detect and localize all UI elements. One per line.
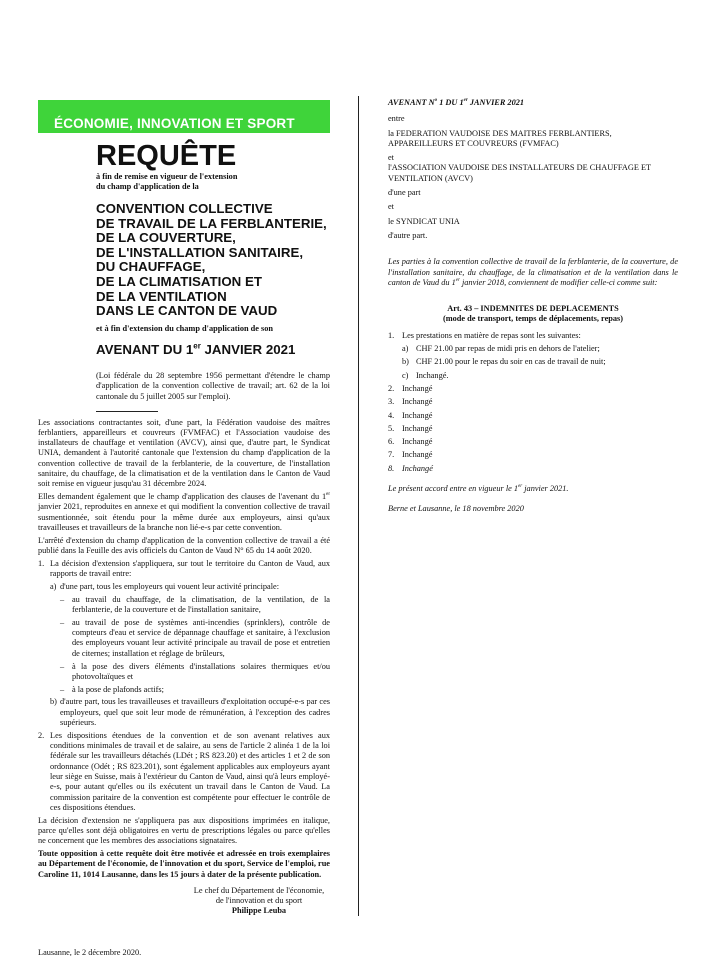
banner-text: ÉCONOMIE, INNOVATION ET SPORT (54, 116, 295, 131)
list-item: 8. Inchangé (388, 463, 433, 473)
place-date-line: Berne et Lausanne, le 18 novembre 2020 (388, 504, 524, 514)
list-item: 5. Inchangé (388, 423, 433, 433)
left-column (38, 100, 330, 956)
convention-title (96, 202, 330, 319)
convention-line: DE LA CLIMATISATION ET (96, 273, 262, 289)
signatory-name: Philippe Leuba (231, 906, 287, 915)
paragraph-arrete: L'arrêté d'extension du champ d'application de la convention collective de travail a été publié dans la Feuille des avis officiels du Canton de Vaud N° 65 du 14 août 2020. (38, 535, 330, 556)
paragraph-avenant: Elles demandent également que le champ d'application des clauses de l'avenant du 1er janvier 2021, reproduites en annexe et qui modifient la convention collective de travail susmentionnée, soit étendu pour la même durée aux employeurs, ainsi qu'aux travailleuses et travailleurs de la branche non lié-e-s par cette convention. (38, 492, 330, 532)
convention-line: DU CHAUFFAGE, (96, 259, 206, 275)
sub-item: b) CHF 21.00 pour le repas du soir en cas de travail de nuit; (402, 357, 606, 367)
sub-item: c) Inchangé. (402, 370, 449, 380)
convention-line: DE LA VENTILATION (96, 288, 227, 304)
convention-line: DANS LE CANTON DE VAUD (96, 303, 278, 319)
signature-block (188, 886, 330, 916)
list-item: 2. Inchangé (388, 383, 433, 393)
article-title: Art. 43 – INDEMNITES DE DEPLACEMENTS (447, 304, 619, 314)
article-subtitle: (mode de transport, temps de déplacements, repas) (442, 314, 624, 324)
paragraph-opposition: Toute opposition à cette requête doit être motivée et adressée en trois exemplaires au Département de l'économie, de l'innovation et du sport, Service de l'emploi, rue Caroline 11, 1014 Lausanne, dans les 15 jours à dater de la présente publication. (38, 849, 330, 879)
department-banner (38, 100, 330, 133)
intro-line-1: à fin de remise en vigueur de l'extension (96, 172, 238, 181)
dash-item: – à la pose de plafonds actifs; (60, 684, 164, 694)
list-item: 4. Inchangé (388, 410, 433, 420)
right-column (388, 98, 678, 519)
list-item-1a: a) d'une part, tous les employeurs qui vouent leur activité principale: (50, 581, 279, 591)
convention-line: DE LA COUVERTURE, (96, 230, 236, 246)
party-avcv: l'ASSOCIATION VAUDOISE DES INSTALLATEURS DE CHAUFFAGE ET VENTILATION (AVCV) (388, 163, 651, 183)
signature-line: de l'innovation et du sport (215, 896, 303, 905)
list-item: 6. Inchangé (388, 437, 433, 447)
party-unia: le SYNDICAT UNIA (388, 216, 460, 226)
convention-line: DE L'INSTALLATION SANITAIRE, (96, 244, 304, 260)
party-fvmfac: la FEDERATION VAUDOISE DES MAITRES FERBLANTIERS, APPAREILLEURS ET COUVREURS (FVMFAC) (388, 128, 612, 148)
intro-line-2: du champ d'application de la (96, 182, 199, 191)
legal-reference: (Loi fédérale du 28 septembre 1956 permettant d'étendre le champ d'application de la convention collective de travail; art. 62 de la loi cantonale du 5 juillet 2005 sur l'emploi). (96, 370, 330, 401)
list-item-1: 1. Les prestations en matière de repas sont les suivantes: (388, 330, 581, 340)
dune-part: d'une part (388, 188, 421, 198)
dash-item: – au travail de pose de systèmes anti-incendies (sprinklers), contrôle de compteurs d'eau et service de dépannage chauffage et sanitaire, à l'exclusion des employeurs vouant leur activité principale au travail de pose et entretien de citernes; installation et réglage de brûleurs, (60, 617, 330, 658)
sub-item: a) CHF 21.00 par repas de midi pris en dehors de l'atelier; (402, 344, 600, 354)
et-line: et (388, 202, 394, 212)
request-header (96, 140, 330, 412)
list-item-1: 1. La décision d'extension s'appliquera, sur tout le territoire du Canton de Vaud, aux rapports de travail entre: (38, 558, 330, 579)
extension-line: et à fin d'extension du champ d'application de son (96, 323, 274, 333)
list-item: 7. Inchangé (388, 450, 433, 460)
request-body (38, 418, 330, 880)
list-item: 3. Inchangé (388, 397, 433, 407)
et-line: et (388, 153, 394, 163)
avenant-heading: AVENANT $N^o$ 1 DU 1er JANVIER 2021 (388, 98, 525, 107)
dautre-part: d'autre part. (388, 230, 428, 240)
separator-rule (96, 411, 158, 412)
parties-paragraph: Les parties à la convention collective de travail de la ferblanterie, de la couverture, de l'installation sanitaire, du chauffage, de la climatisation et de la ventilation dans le canton de Vaud du 1er janvier 2018, conviennent de modifier celle-ci comme suit: (388, 257, 678, 287)
column-divider (358, 96, 359, 916)
list-item-2: 2. Les dispositions étendues de la convention et de son avenant relatives aux conditions minimales de travail et de salaire, au sens de l'article 2 alinéa 1 de la loi fédérale sur les travailleurs détachés (LDét ; RS 823.20) et des articles 1 et 2 de son ordonnance (Odét ; RS 823.201), sont également applicables aux employeurs ayant leur siège en Suisse, mais à l'extérieur du Canton de Vaud, ainsi qu'à leurs employé-e-s, pour autant qu'elles ou ils exécutent un travail dans le Canton de Vaud. La commission paritaire de la convention est compétente pour effectuer le contrôle de ces dispositions étendues. (38, 730, 330, 812)
list-item-1b: b) d'autre part, tous les travailleuses et travailleurs d'exploitation occupé-e-s par ces employeurs, quel que soit leur mode de rémunération, à l'exception des cadres supérieurs. (50, 697, 330, 728)
vigueur-line: Le présent accord entre en vigueur le 1er janvier 2021. (388, 484, 569, 494)
paragraph-associations: Les associations contractantes soit, d'une part, la Fédération vaudoise des maîtres ferblantiers, appareilleurs et couvreurs (FVMFAC) et l'Association vaudoise des installateurs de chauffage et ventilation (AVCV), ainsi que, d'autre part, le Syndicat UNIA, demandent à l'autorité cantonale que l'extension du champ d'application de la convention collective de travail de la ferblanterie, de la couverture, de l'installation sanitaire, du chauffage, de la climatisation et de la ventilation dans le Canton de Vaud soit remise en vigueur jusqu'au 31 décembre 2024. (38, 417, 330, 489)
dash-item: – à la pose des divers éléments d'installations solaires thermiques et/ou photovoltaïques et (60, 661, 330, 681)
date-line: Lausanne, le 2 décembre 2020. (38, 948, 142, 956)
entre-line: entre (388, 114, 405, 124)
dash-item: – au travail du chauffage, de la climatisation, de la ventilation, de la ferblanterie, de la couverture et de l'installation sanitaire, (60, 594, 330, 615)
paragraph-italic-note: La décision d'extension ne s'appliquera pas aux dispositions imprimées en italique, parce qu'elles sont déjà obligatoires en vertu de prescriptions légales ou parce qu'elles ne concernent que les membres des associations signataires. (38, 815, 330, 846)
convention-line: CONVENTION COLLECTIVE (96, 201, 273, 216)
page-title: REQUÊTE (96, 140, 237, 172)
avenant-title: AVENANT DU 1er JANVIER 2021 (96, 341, 296, 357)
signature-line: Le chef du Département de l'économie, (193, 886, 325, 895)
convention-line: DE TRAVAIL DE LA FERBLANTERIE, (96, 215, 327, 231)
